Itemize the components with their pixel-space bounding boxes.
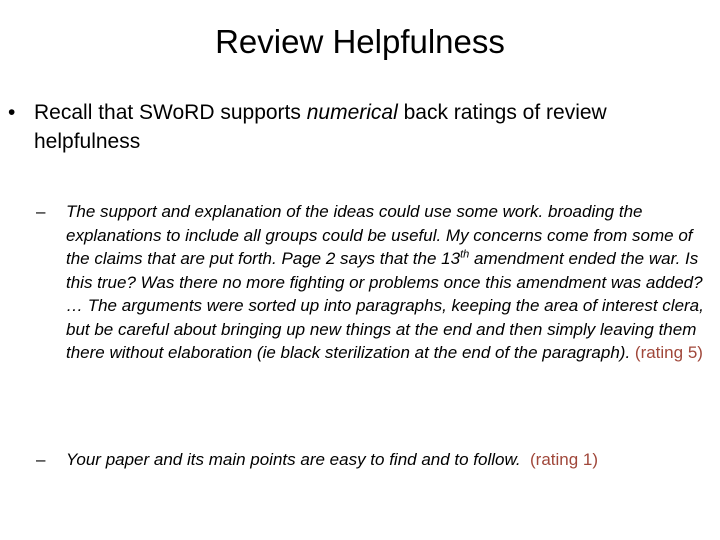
sub-bullet-marker: – xyxy=(36,450,46,469)
rating-label: (rating 1) xyxy=(530,450,599,469)
review-quote-2 xyxy=(36,448,712,472)
review-1-text-part2: amendment ended the war. Is this true? Was there no more fighting or problems once this amendment was added? … The arguments were sorted up into paragraphs, keeping the area of interest clera, but be careful about bringing up new things at the end and then simply leaving them there without elaboration (ie black sterilization at the end of the paragraph). xyxy=(66,249,704,362)
slide-title: Review Helpfulness xyxy=(215,23,505,60)
ordinal-superscript: th xyxy=(460,248,470,261)
review-1-text-part1: The support and explanation of the ideas could use some work. broading the explanations to include all groups could be useful. My concerns come from some of the claims that are put forth. Page 2 says that the 13 xyxy=(66,202,693,268)
main-bullet xyxy=(8,98,708,156)
main-bullet-text xyxy=(8,98,708,156)
bullet-text-emphasis: numerical xyxy=(306,101,398,124)
sub-bullet-marker: – xyxy=(36,202,46,221)
sub-bullet-review-2 xyxy=(36,448,712,472)
bullet-text-after: back ratings of review helpfulness xyxy=(34,101,607,153)
bullet-text-before: Recall that SWoRD supports xyxy=(34,101,307,124)
review-quote-1 xyxy=(36,200,712,365)
rating-label: (rating 5) xyxy=(634,343,703,362)
sub-bullet-review-1 xyxy=(36,200,712,365)
review-2-text: Your paper and its main points are easy to find and to follow. xyxy=(66,450,521,469)
bullet-marker: • xyxy=(8,101,16,124)
